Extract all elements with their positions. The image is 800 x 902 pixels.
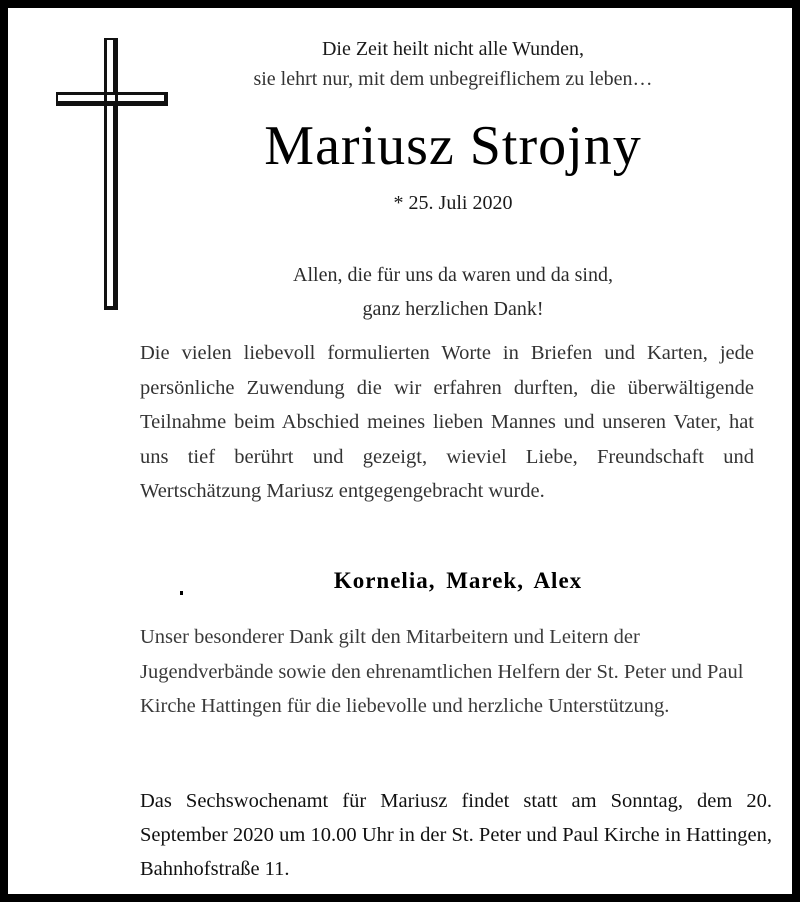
- memorial-service-paragraph: Das Sechswochenamt für Mariusz findet statt am Sonntag, dem 20. September 2020 um 10.00 Uhr in der St. Peter und Paul Kirche in Hattingen, Bahnhofstraße 11.: [140, 790, 772, 880]
- quote-line-2: sie lehrt nur, mit dem unbegreiflichem zu leben…: [253, 68, 653, 90]
- deceased-date: * 25. Juli 2020: [393, 192, 513, 214]
- family-signature: Kornelia, Marek, Alex: [333, 568, 583, 593]
- special-thanks-paragraph: Unser besonderer Dank gilt den Mitarbeitern und Leitern der Jugendverbände sowie den ehrenamtlichen Helfern der St. Peter und Paul Kirche Hattingen für die liebevolle und herzliche Unterstützung.: [140, 626, 744, 717]
- thanks-line-1: Allen, die für uns da waren und da sind,: [293, 264, 613, 286]
- quote-line-1: Die Zeit heilt nicht alle Wunden,: [321, 38, 585, 60]
- thanks-line-2: ganz herzlichen Dank!: [362, 298, 544, 320]
- gratitude-paragraph: Die vielen liebevoll formulierten Worte in Briefen und Karten, jede persönliche Zuwendung die wir erfahren durften, die überwältigende Teilnahme beim Abschied meines lieben Mannes und unseren Vater, hat uns tief berührt und gezeigt, wieviel Liebe, Freundschaft und Wertschätzung Mariusz entgegengebracht wurde.: [140, 342, 754, 502]
- stray-dot: [180, 591, 183, 595]
- deceased-name: Mariusz Strojny: [264, 115, 642, 177]
